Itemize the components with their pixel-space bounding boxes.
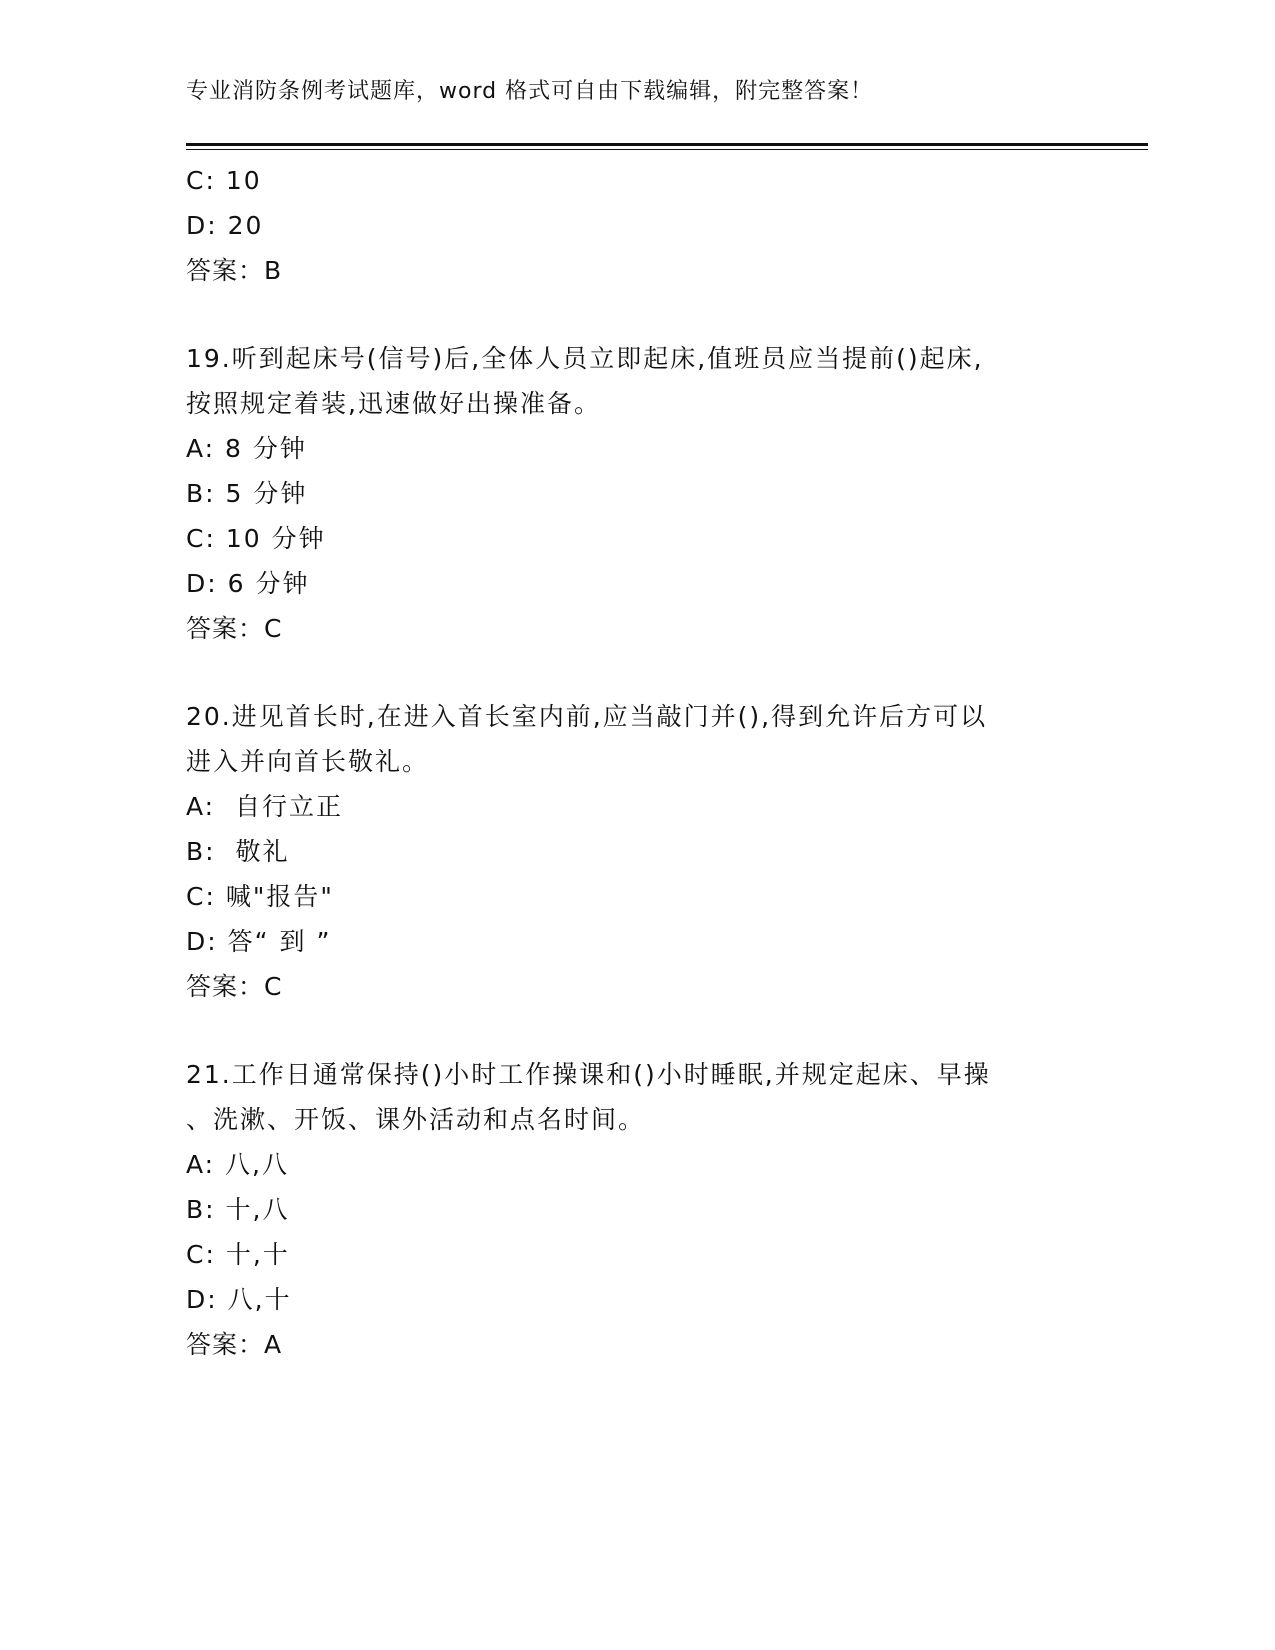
question-stem-line: 20.进见首长时,在进入首长室内前,应当敲门并(),得到允许后方可以 xyxy=(186,702,988,731)
question-stem-line: 、洗漱、开饭、课外活动和点名时间。 xyxy=(186,1105,646,1134)
carryover-block xyxy=(186,158,1086,293)
question-20 xyxy=(186,694,1086,1009)
question-19 xyxy=(186,336,1086,651)
option-c: C: 十,十 xyxy=(186,1240,290,1269)
option-d: D: 答“ 到 ” xyxy=(186,927,332,956)
question-stem-line: 按照规定着装,迅速做好出操准备。 xyxy=(186,389,601,418)
header-rule-thick xyxy=(186,143,1148,146)
option-c: C: 10 分钟 xyxy=(186,524,326,553)
answer-line: 答案：A xyxy=(186,1330,283,1359)
option-b: B: 5 分钟 xyxy=(186,479,308,508)
question-stem-line: 21.工作日通常保持()小时工作操课和()小时睡眠,并规定起床、早操 xyxy=(186,1060,991,1089)
answer-line: 答案：B xyxy=(186,256,283,285)
question-list xyxy=(186,158,1086,1367)
option-d: D: 6 分钟 xyxy=(186,569,310,598)
option-a: A: 自行立正 xyxy=(186,792,343,821)
question-stem-line: 进入并向首长敬礼。 xyxy=(186,747,430,776)
header-rule-thin xyxy=(186,149,1148,150)
question-stem-line: 19.听到起床号(信号)后,全体人员立即起床,值班员应当提前()起床, xyxy=(186,344,984,373)
option-d: D: 20 xyxy=(186,211,264,240)
option-c: C: 10 xyxy=(186,166,262,195)
page-header: 专业消防条例考试题库，word 格式可自由下载编辑，附完整答案！ xyxy=(186,79,874,104)
answer-line: 答案：C xyxy=(186,972,283,1001)
option-b: B: 十,八 xyxy=(186,1195,290,1224)
option-d: D: 八,十 xyxy=(186,1285,292,1314)
answer-line: 答案：C xyxy=(186,614,283,643)
option-c: C: 喊"报告" xyxy=(186,882,334,911)
option-a: A: 8 分钟 xyxy=(186,434,307,463)
option-b: B: 敬礼 xyxy=(186,837,290,866)
option-a: A: 八,八 xyxy=(186,1150,289,1179)
question-21 xyxy=(186,1052,1086,1367)
